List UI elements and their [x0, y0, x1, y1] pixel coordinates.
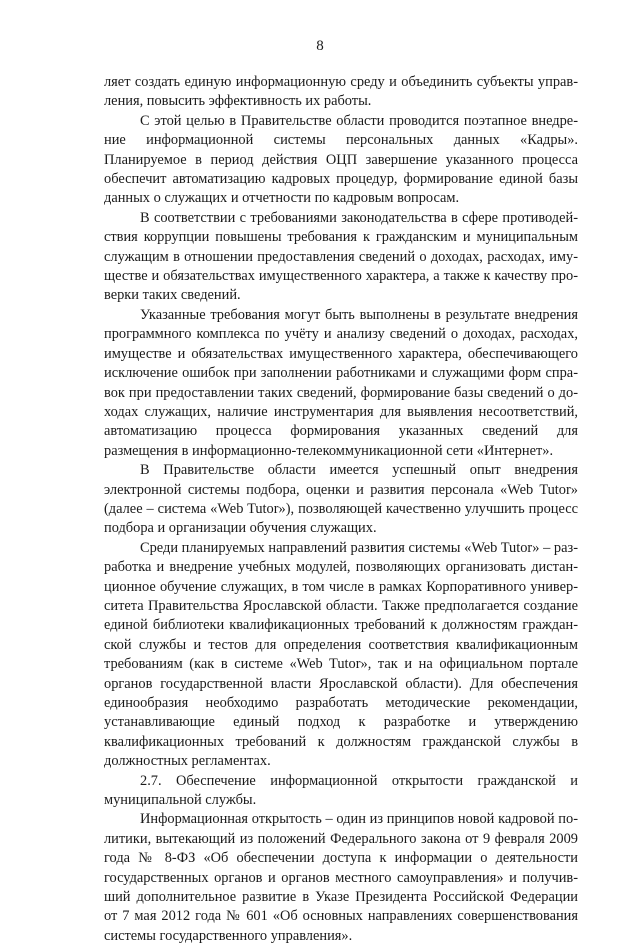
- page-number: 8: [316, 38, 324, 54]
- paragraph-personnel-system: С этой целью в Правительстве области проводится поэтапное внедрение информационной системы персональных данных «Кадры». Планируемое в период действия ОЦП завершение указанного процесса обеспечит автоматизацию кадровых процедур, формирование единой базы данных о служащих и отчетности по кадровым вопросам.: [104, 112, 578, 207]
- paragraph-anticorruption: В соответствии с требованиями законодательства в сфере противодействия коррупции повышены требования к гражданским и муниципальным служащим в отношении предоставления сведений о доходах, расходах, имуществе и обязательствах имущественного характера, а также к качеству проверки таких сведений.: [104, 209, 578, 304]
- document-body: [104, 73, 578, 946]
- section-heading-2-7: 2.7. Обеспечение информационной открытости гражданской и муниципальной службы.: [104, 772, 578, 809]
- paragraph-software-complex: Указанные требования могут быть выполнены в результате внедрения программного комплекса по учёту и анализу сведений о доходах, расходах, имуществе и обязательствах имущественного характера, обеспечивающего исключение ошибок при заполнении работниками и служащими форм справок при предоставлении таких сведений, формирование базы сведений о доходах служащих, наличие инструментария для выявления несоответствий, автоматизацию процесса формирования указанных сведений для размещения в информационно-телекоммуникационной сети «Интернет».: [104, 306, 578, 459]
- paragraph-information-openness: Информационная открытость – один из принципов новой кадровой политики, вытекающий из положений Федерального закона от 9 февраля 2009 года № 8-ФЗ «Об обеспечении доступа к информации о деятельности государственных органов и органов местного самоуправления» и получивший дополнительное развитие в Указе Президента Российской Федерации от 7 мая 2012 года № 601 «Об основных направлениях совершенствования системы государственного управления».: [104, 811, 578, 944]
- paragraph-continuation: ляет создать единую информационную среду и объединить субъекты управления, повысить эффективность их работы.: [104, 74, 578, 110]
- paragraph-web-tutor-development: Среди планируемых направлений развития системы «Web Tutor» – разработка и внедрение учебных модулей, позволяющих организовать дистанционное обучение служащих, в том числе в рамках Корпоративного университета Правительства Ярославской области. Также предполагается создание единой библиотеки квалификационных требований к должностям гражданской службы и тестов для определения соответствия квалификационным требованиям (как в системе «Web Tutor», так и на официальном портале органов государственной власти Ярославской области). Для обеспечения единообразия необходимо разработать методические рекомендации, устанавливающие единый подход к разработке и утверждению квалификационных требований к должностям гражданской службы в должностных регламентах.: [104, 539, 578, 770]
- paragraph-web-tutor-experience: В Правительстве области имеется успешный опыт внедрения электронной системы подбора, оценки и развития персонала «Web Tutor» (далее – система «Web Tutor»), позволяющей качественно улучшить процесс подбора и организации обучения служащих.: [104, 462, 578, 537]
